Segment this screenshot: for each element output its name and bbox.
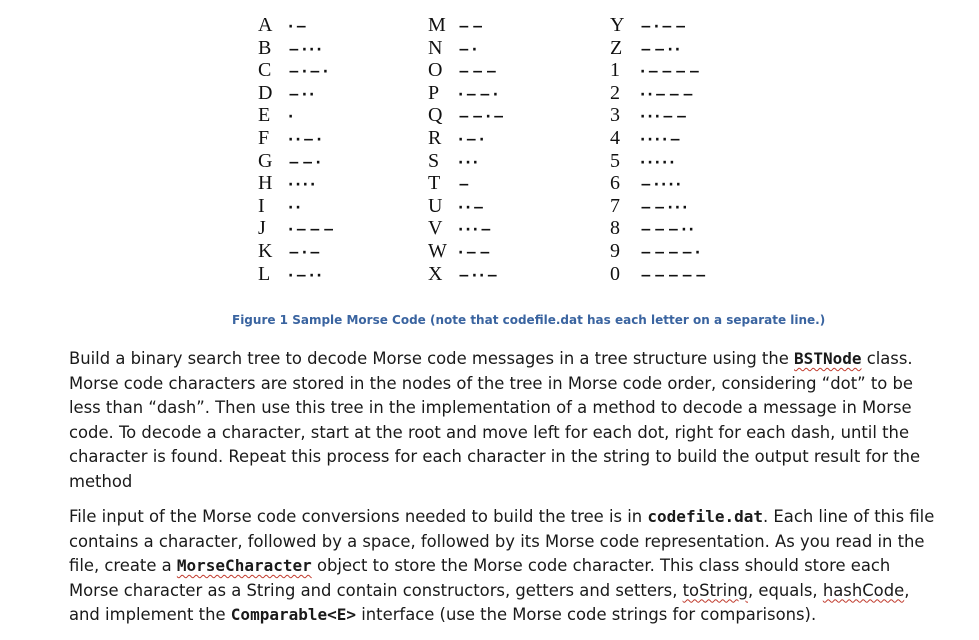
morse-entry	[428, 16, 485, 34]
tostring-method: toString	[682, 580, 748, 600]
morse-entry	[610, 36, 683, 59]
morse-code-symbols: −··−	[458, 267, 501, 284]
morse-code-symbols: ·−−−	[288, 222, 337, 239]
morse-code-symbols: ·−−·	[458, 86, 501, 103]
morse-character: L	[258, 262, 271, 285]
p2-text-6: interface (use the Morse code strings for comparisons).	[356, 605, 817, 624]
morse-code-symbols: ···−	[458, 222, 494, 239]
morse-entry	[610, 149, 677, 172]
morse-entry	[258, 129, 324, 147]
morse-code-symbols: ··−·	[288, 132, 324, 148]
morse-entry	[610, 59, 703, 82]
morse-entry	[610, 262, 709, 285]
p2-text-2: . Each line of this file contains a character, followed by a space, followed by its Morse code representation. As you read in the file, create a	[69, 507, 935, 575]
morse-entry	[258, 194, 303, 217]
morse-code-symbols: −−·−	[458, 109, 507, 126]
morse-entry	[610, 194, 690, 217]
morse-entry	[428, 172, 472, 195]
morse-code-symbols: −·−	[288, 245, 323, 261]
morse-code-symbols: −−···	[640, 199, 690, 216]
morse-entry	[610, 81, 696, 104]
morse-character: 4	[610, 127, 620, 149]
morse-code-symbols: −−	[458, 19, 486, 35]
morse-character: 9	[610, 240, 620, 262]
morse-entry	[258, 81, 317, 104]
morse-code-symbols: ·−··	[288, 267, 324, 284]
morse-character: 3	[610, 104, 620, 127]
bstnode-class-name: BSTNode	[794, 349, 862, 368]
morse-character: M	[428, 14, 446, 36]
morse-entry	[258, 16, 309, 34]
morse-entry	[428, 242, 493, 260]
morse-entry	[428, 104, 507, 127]
morse-entry	[258, 217, 337, 240]
morse-character: V	[428, 217, 443, 240]
morse-character: Y	[610, 14, 625, 36]
morse-character: C	[258, 59, 272, 82]
morse-entry	[258, 242, 323, 260]
instructions-paragraph-2	[69, 505, 944, 628]
morse-code-symbols: −·	[458, 41, 480, 58]
morse-code-symbols: −−··	[640, 41, 683, 58]
morse-code-symbols: ···	[458, 154, 480, 171]
morse-code-symbols: ···−−	[640, 109, 690, 126]
comparable-interface: Comparable<E>	[230, 605, 357, 624]
morse-character: G	[258, 149, 273, 172]
morse-code-symbols: −−−	[458, 64, 500, 81]
morse-character: K	[258, 240, 273, 262]
morse-entry	[428, 36, 480, 59]
morse-character: O	[428, 59, 443, 82]
morse-entry	[258, 262, 324, 285]
morse-entry	[610, 16, 689, 34]
p2-text-5: , and implement the	[69, 580, 910, 624]
morse-code-symbols: ····	[288, 177, 318, 194]
morse-entry	[610, 217, 696, 240]
morse-character: X	[428, 262, 443, 285]
morse-entry	[428, 194, 487, 217]
morse-code-symbols: −−·	[288, 154, 323, 171]
morse-character: R	[428, 127, 442, 149]
morse-character: S	[428, 149, 440, 172]
morse-code-symbols: ····−	[640, 132, 684, 148]
morse-code-symbols: ··−−−	[640, 86, 696, 103]
morse-code-symbols: −−−−−	[640, 267, 709, 284]
morse-entry	[258, 59, 331, 82]
codefile-name: codefile.dat	[647, 507, 763, 526]
p1-text-2: class. Morse code characters are stored in the nodes of the tree in Morse code order, considering “dot” to be less than “dash”. Then use this tree in the implementation of a method to decode a message in Morse code. To decode a character, start at the root and move left for each dot, right for each dash, until the character is found. Repeat this process for each character in the string to build the output result for the method	[69, 349, 921, 491]
morse-code-symbols: ·−·	[458, 132, 487, 148]
morse-character: W	[428, 240, 447, 262]
morse-entry	[610, 129, 683, 147]
morse-character: 7	[610, 194, 620, 217]
morse-entry	[428, 149, 480, 172]
p2-text-1: File input of the Morse code conversions needed to build the tree is in	[69, 507, 648, 526]
morse-character: 0	[610, 262, 620, 285]
figure-caption: Figure 1 Sample Morse Code (note that codefile.dat has each letter on a separate line.)	[232, 313, 826, 327]
morse-code-symbols: −···	[288, 41, 324, 58]
morse-code-symbols: ··−	[458, 199, 487, 216]
morse-code-symbols: −−−··	[640, 222, 696, 239]
morse-entry	[428, 217, 494, 240]
morse-character: U	[428, 194, 443, 217]
morse-entry	[258, 36, 324, 59]
p2-text-4: , equals,	[748, 580, 823, 600]
morse-code-symbols: −−−−·	[640, 245, 703, 261]
morse-character: 8	[610, 217, 620, 240]
morse-character: Z	[610, 36, 623, 59]
morse-character: H	[258, 172, 273, 195]
morse-character: D	[258, 81, 273, 104]
morse-character: E	[258, 104, 271, 127]
morse-entry	[258, 172, 318, 195]
morse-entry	[428, 59, 500, 82]
morse-character: 5	[610, 149, 620, 172]
morse-entry	[428, 262, 501, 285]
morse-character: A	[258, 14, 273, 36]
morse-code-symbols: ·−	[288, 19, 310, 35]
morse-entry	[610, 242, 702, 260]
morse-code-symbols: ·	[288, 109, 296, 126]
hashcode-method: hashCode	[822, 580, 905, 600]
morse-code-symbols: ·−−−−	[640, 64, 703, 81]
instructions-paragraph-1	[69, 347, 944, 494]
morse-character: 1	[610, 59, 620, 82]
morse-character: N	[428, 36, 443, 59]
morse-character: P	[428, 81, 440, 104]
morse-character: Q	[428, 104, 443, 127]
morse-code-symbols: ··	[288, 199, 303, 216]
morse-code-symbols: −····	[640, 177, 684, 194]
morse-code-symbols: −··	[288, 86, 317, 103]
morse-entry	[428, 81, 501, 104]
morse-code-symbols: ·····	[640, 154, 677, 171]
morsecharacter-class-name: MorseCharacter	[176, 556, 312, 575]
p2-text-3: object to store the Morse code character. This class should store each Morse character as a String and contain constructors, getters and setters,	[69, 556, 891, 600]
morse-character: 2	[610, 81, 620, 104]
p1-text-1: Build a binary search tree to decode Morse code messages in a tree structure using the	[69, 349, 795, 368]
morse-code-symbols: −	[458, 177, 472, 194]
morse-character: B	[258, 36, 272, 59]
morse-code-symbols: −·−·	[288, 64, 331, 81]
morse-character: J	[258, 217, 266, 240]
morse-code-symbols: −·−−	[640, 19, 689, 35]
morse-code-table	[0, 0, 979, 300]
morse-entry	[258, 104, 296, 127]
morse-entry	[610, 172, 684, 195]
morse-character: T	[428, 172, 441, 195]
morse-code-symbols: ·−−	[458, 245, 493, 261]
morse-entry	[610, 104, 690, 127]
morse-entry	[258, 149, 323, 172]
morse-character: 6	[610, 172, 620, 195]
morse-entry	[428, 129, 486, 147]
morse-character: F	[258, 127, 270, 149]
morse-character: I	[258, 194, 265, 217]
